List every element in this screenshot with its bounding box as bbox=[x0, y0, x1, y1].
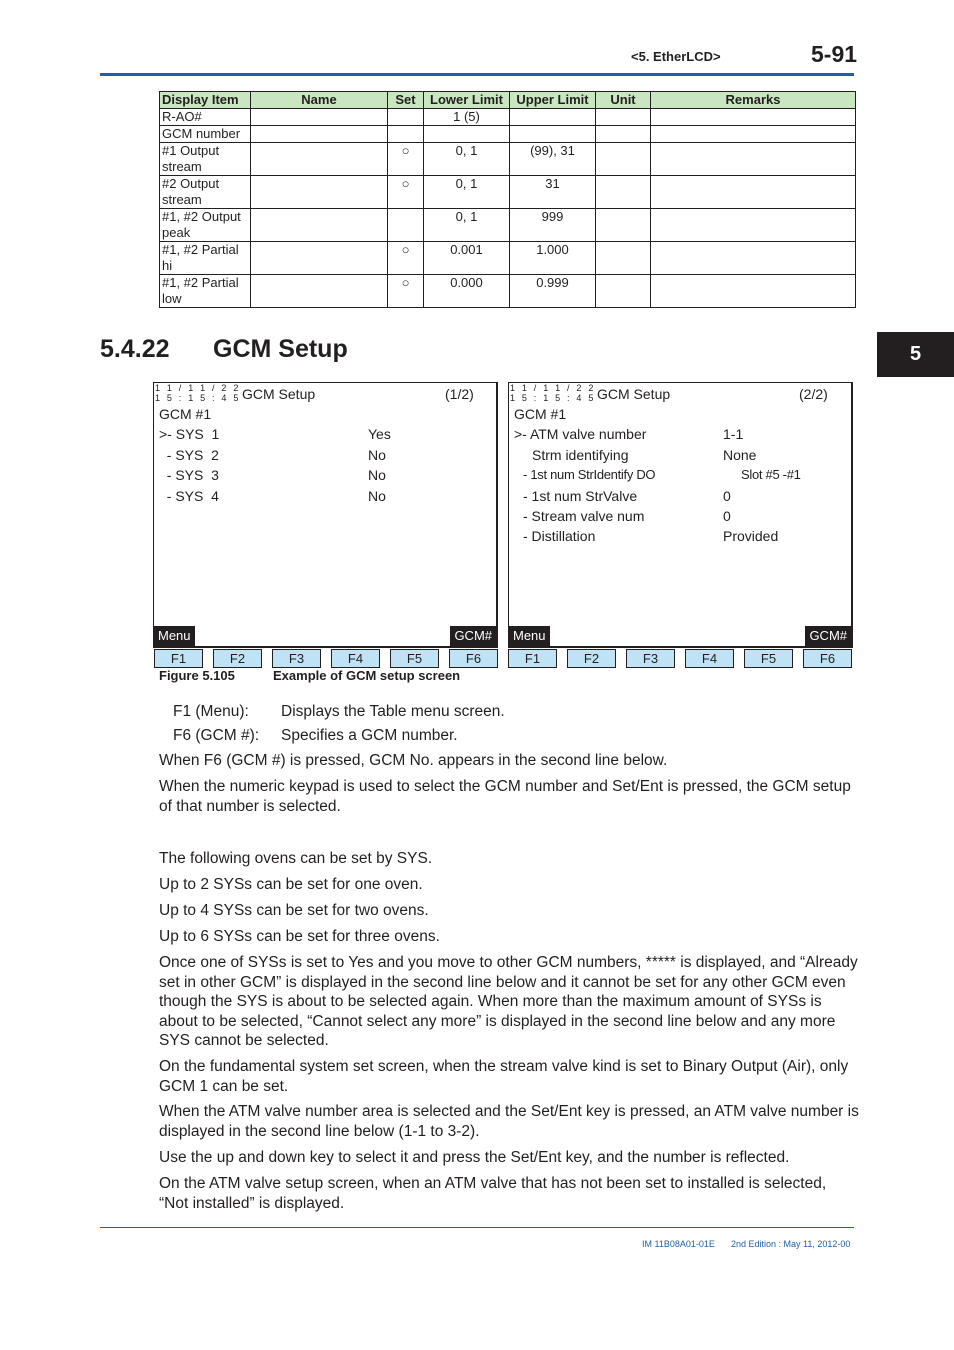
paragraph: Up to 4 SYSs can be set for two ovens. bbox=[159, 902, 429, 919]
definition-f1 bbox=[173, 703, 505, 721]
sys4-value: No bbox=[368, 488, 386, 504]
cell bbox=[251, 176, 388, 209]
cell: 1 (5) bbox=[424, 109, 510, 126]
lcd-screen-page-1 bbox=[153, 382, 498, 648]
paragraph: Up to 2 SYSs can be set for one oven. bbox=[159, 876, 423, 893]
f2-key[interactable]: F2 bbox=[213, 649, 262, 668]
cell: 0, 1 bbox=[424, 143, 510, 176]
f1-key[interactable]: F1 bbox=[154, 649, 203, 668]
cell: 0, 1 bbox=[424, 209, 510, 242]
section-title: GCM Setup bbox=[213, 335, 348, 363]
paragraph: Up to 6 SYSs can be set for three ovens. bbox=[159, 928, 440, 945]
definition-term: F1 (Menu): bbox=[173, 703, 249, 720]
cell bbox=[596, 126, 651, 143]
definition-term: F6 (GCM #): bbox=[173, 727, 260, 744]
paragraph: When the ATM valve number area is selected and the Set/Ent key is pressed, an ATM valve number is displayed in the second line below (1-1 to 3-2). bbox=[159, 1103, 859, 1140]
stream-valve-num-value: 0 bbox=[723, 508, 731, 524]
cell: 1.000 bbox=[510, 242, 596, 275]
footer-rule bbox=[100, 1227, 854, 1228]
cell: ○ bbox=[388, 143, 424, 176]
cell bbox=[251, 242, 388, 275]
cell bbox=[251, 126, 388, 143]
cell bbox=[510, 126, 596, 143]
screen-page-indicator: (1/2) bbox=[445, 386, 474, 402]
cell: 31 bbox=[510, 176, 596, 209]
menu-item-strm-identifying[interactable]: Strm identifying bbox=[532, 447, 629, 463]
definition-f6 bbox=[173, 727, 458, 745]
table-row bbox=[160, 242, 856, 275]
cell bbox=[596, 109, 651, 126]
footer-doc-number: IM 11B08A01-01E bbox=[642, 1239, 715, 1249]
cell bbox=[651, 126, 856, 143]
chapter-tab: 5 bbox=[877, 332, 954, 377]
cell: ○ bbox=[388, 242, 424, 275]
cell bbox=[251, 143, 388, 176]
col-name: Name bbox=[251, 92, 388, 109]
col-set: Set bbox=[388, 92, 424, 109]
f6-key[interactable]: F6 bbox=[803, 649, 852, 668]
cell: #1, #2 Partial low bbox=[160, 275, 251, 308]
f6-key[interactable]: F6 bbox=[449, 649, 498, 668]
cell: R-AO# bbox=[160, 109, 251, 126]
screen-datetime: 1 1 / 1 1 / 2 2 1 5 : 1 5 : 4 5 bbox=[155, 383, 241, 403]
definition-desc: Specifies a GCM number. bbox=[281, 727, 458, 744]
menu-item-1st-num-stridentify-do[interactable]: - 1st num StrIdentify DO bbox=[523, 467, 656, 482]
table-row bbox=[160, 209, 856, 242]
screen-subtitle: GCM #1 bbox=[514, 406, 567, 422]
cell bbox=[251, 275, 388, 308]
softkey-menu[interactable]: Menu bbox=[509, 626, 550, 646]
screen-datetime: 1 1 / 1 1 / 2 2 1 5 : 1 5 : 4 5 bbox=[510, 383, 596, 403]
cell bbox=[651, 209, 856, 242]
paragraph: The following ovens can be set by SYS. bbox=[159, 850, 433, 867]
menu-item-sys3[interactable]: - SYS 3 bbox=[159, 467, 219, 483]
cell bbox=[596, 275, 651, 308]
menu-item-sys2[interactable]: - SYS 2 bbox=[159, 447, 219, 463]
col-remarks: Remarks bbox=[651, 92, 856, 109]
cell bbox=[510, 109, 596, 126]
paragraph: Once one of SYSs is set to Yes and you move to other GCM numbers, ***** is displayed, and “Already set in other GCM” is displayed in the second line below and it cannot be set for any other GCM even though the SYS is about to be selected again. When more than the maximum amount of SYSs is about to be selected, “Cannot select any more” is displayed in the second line below and any more SYS cannot be selected. bbox=[159, 954, 858, 1049]
table-row bbox=[160, 176, 856, 209]
menu-item-atm-valve-number[interactable]: >- ATM valve number bbox=[514, 426, 647, 442]
cell bbox=[388, 109, 424, 126]
cell: ○ bbox=[388, 176, 424, 209]
paragraph: On the fundamental system set screen, when the stream valve kind is set to Binary Output (Air), only GCM 1 can be set. bbox=[159, 1058, 849, 1095]
cell: #1, #2 Output peak bbox=[160, 209, 251, 242]
cell bbox=[388, 209, 424, 242]
cell: 999 bbox=[510, 209, 596, 242]
cell: #2 Output stream bbox=[160, 176, 251, 209]
softkey-menu[interactable]: Menu bbox=[154, 626, 195, 646]
screen-subtitle: GCM #1 bbox=[159, 406, 212, 422]
figure-label: Figure 5.105 bbox=[159, 668, 235, 683]
table-header-row bbox=[160, 92, 856, 109]
lcd-screen-page-2 bbox=[508, 382, 853, 648]
col-unit: Unit bbox=[596, 92, 651, 109]
cell bbox=[596, 143, 651, 176]
table-row bbox=[160, 143, 856, 176]
table-row bbox=[160, 109, 856, 126]
cell bbox=[651, 242, 856, 275]
1st-num-stridentify-do-value: Slot #5 -#1 bbox=[741, 467, 801, 482]
f3-key[interactable]: F3 bbox=[626, 649, 675, 668]
cell: GCM number bbox=[160, 126, 251, 143]
cell bbox=[596, 242, 651, 275]
paragraph: On the ATM valve setup screen, when an ATM valve that has not been set to installed is selected, “Not installed” is displayed. bbox=[159, 1175, 827, 1212]
section-number: 5.4.22 bbox=[100, 335, 170, 363]
paragraph: When the numeric keypad is used to select the GCM number and Set/Ent is pressed, the GCM setup of that number is selected. bbox=[159, 778, 851, 815]
atm-valve-number-value: 1-1 bbox=[723, 426, 744, 442]
figure-caption bbox=[159, 668, 460, 683]
paragraph: Use the up and down key to select it and press the Set/Ent key, and the number is reflected. bbox=[159, 1149, 790, 1166]
sys2-value: No bbox=[368, 447, 386, 463]
softkey-gcm[interactable]: GCM# bbox=[805, 626, 851, 646]
cell: #1 Output stream bbox=[160, 143, 251, 176]
cell bbox=[388, 126, 424, 143]
cell: 0.999 bbox=[510, 275, 596, 308]
cell: #1, #2 Partial hi bbox=[160, 242, 251, 275]
strm-identifying-value: None bbox=[723, 447, 757, 463]
cell bbox=[251, 109, 388, 126]
cell bbox=[651, 143, 856, 176]
cell: 0, 1 bbox=[424, 176, 510, 209]
menu-item-stream-valve-num[interactable]: - Stream valve num bbox=[523, 508, 645, 524]
paragraph: When F6 (GCM #) is pressed, GCM No. appears in the second line below. bbox=[159, 752, 668, 769]
page-number: 5-91 bbox=[811, 41, 858, 67]
f3-key[interactable]: F3 bbox=[272, 649, 321, 668]
sys1-value: Yes bbox=[368, 426, 391, 442]
menu-item-sys4[interactable]: - SYS 4 bbox=[159, 488, 219, 504]
cell bbox=[651, 176, 856, 209]
cell bbox=[651, 109, 856, 126]
screen-page-indicator: (2/2) bbox=[799, 386, 828, 402]
definition-desc: Displays the Table menu screen. bbox=[281, 703, 505, 720]
chapter-header: <5. EtherLCD> bbox=[631, 49, 721, 64]
softkey-gcm[interactable]: GCM# bbox=[450, 626, 496, 646]
section-heading bbox=[100, 335, 348, 364]
f1-key[interactable]: F1 bbox=[508, 649, 557, 668]
table-row bbox=[160, 275, 856, 308]
menu-item-1st-num-strvalve[interactable]: - 1st num StrValve bbox=[523, 488, 638, 504]
header-rule bbox=[100, 73, 854, 76]
col-display-item: Display Item bbox=[160, 92, 251, 109]
footer-edition: 2nd Edition : May 11, 2012-00 bbox=[731, 1239, 851, 1249]
cell bbox=[651, 275, 856, 308]
cell: (99), 31 bbox=[510, 143, 596, 176]
screen-title: GCM Setup bbox=[597, 386, 671, 402]
f2-key[interactable]: F2 bbox=[567, 649, 616, 668]
function-keys-page-2 bbox=[508, 649, 954, 668]
cell: 0.001 bbox=[424, 242, 510, 275]
cell bbox=[424, 126, 510, 143]
f4-key[interactable]: F4 bbox=[331, 649, 380, 668]
table-row bbox=[160, 126, 856, 143]
1st-num-strvalve-value: 0 bbox=[723, 488, 731, 504]
menu-item-sys1[interactable]: >- SYS 1 bbox=[159, 426, 220, 442]
col-upper-limit: Upper Limit bbox=[510, 92, 596, 109]
cell: ○ bbox=[388, 275, 424, 308]
display-item-table bbox=[159, 91, 856, 308]
cell: 0.000 bbox=[424, 275, 510, 308]
f4-key[interactable]: F4 bbox=[685, 649, 734, 668]
menu-item-distillation[interactable]: - Distillation bbox=[523, 528, 596, 544]
figure-caption-text: Example of GCM setup screen bbox=[273, 668, 461, 683]
f5-key[interactable]: F5 bbox=[744, 649, 793, 668]
cell bbox=[251, 209, 388, 242]
screen-title: GCM Setup bbox=[242, 386, 316, 402]
distillation-value: Provided bbox=[723, 528, 779, 544]
cell bbox=[596, 209, 651, 242]
col-lower-limit: Lower Limit bbox=[424, 92, 510, 109]
sys3-value: No bbox=[368, 467, 386, 483]
cell bbox=[596, 176, 651, 209]
f5-key[interactable]: F5 bbox=[390, 649, 439, 668]
